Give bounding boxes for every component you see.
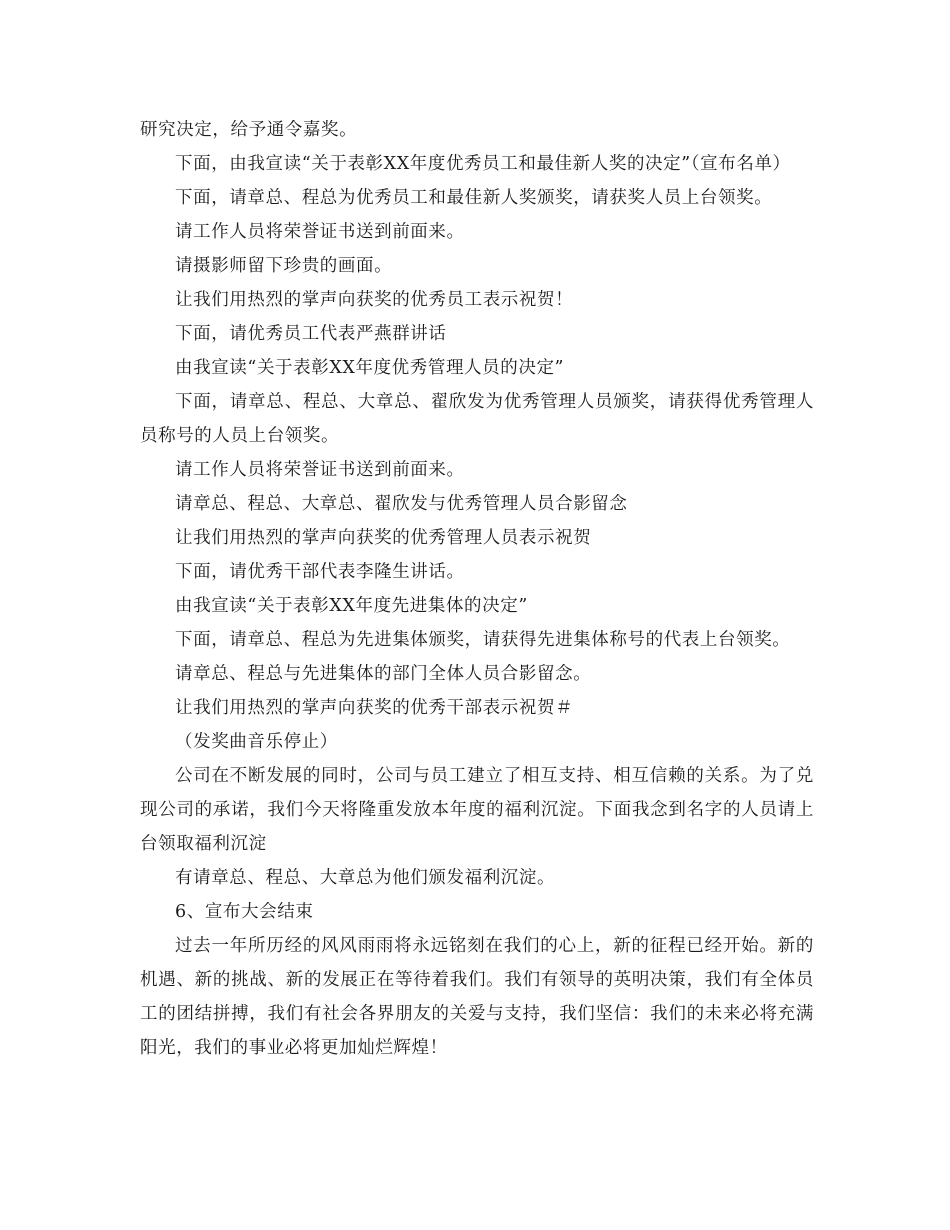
- paragraph-12: 让我们用热烈的掌声向获奖的优秀管理人员表示祝贺: [175, 528, 592, 548]
- document-body: [140, 113, 814, 1065]
- paragraph-5: 请摄影师留下珍贵的画面。: [175, 256, 393, 276]
- paragraph-10: 请工作人员将荣誉证书送到前面来。: [175, 460, 465, 480]
- paragraph-21: 6、宣布大会结束: [175, 902, 314, 922]
- paragraph-6: 让我们用热烈的掌声向获奖的优秀员工表示祝贺！: [175, 290, 574, 310]
- paragraph-20: 有请章总、程总、大章总为他们颁发福利沉淀。: [175, 868, 556, 888]
- paragraph-22: 过去一年所历经的风风雨雨将永远铭刻在我们的心上，新的征程已经开始。新的机遇、新的挑战、新的发展正在等待着我们。我们有领导的英明决策，我们有全体员工的团结拼搏，我们有社会各界朋友的关爱与支持，我们坚信：我们的未来必将充满阳光，我们的事业必将更加灿烂辉煌！: [140, 936, 814, 1058]
- paragraph-3: 下面，请章总、程总为优秀员工和最佳新人奖颁奖，请获奖人员上台领奖。: [175, 188, 773, 208]
- paragraph-2: 下面，由我宣读“关于表彰XX年度优秀员工和最佳新人奖的决定”（宣布名单）: [175, 154, 791, 174]
- paragraph-17: 让我们用热烈的掌声向获奖的优秀干部表示祝贺＃: [175, 698, 574, 718]
- paragraph-14: 由我宣读“关于表彰XX年度先进集体的决定”: [175, 596, 528, 616]
- paragraph-7: 下面，请优秀员工代表严燕群讲话: [175, 324, 447, 344]
- paragraph-9: 下面，请章总、程总、大章总、翟欣发为优秀管理人员颁奖，请获得优秀管理人员称号的人员上台领奖。: [140, 392, 814, 446]
- paragraph-18: （发奖曲音乐停止）: [175, 732, 338, 752]
- paragraph-15: 下面，请章总、程总为先进集体颁奖，请获得先进集体称号的代表上台领奖。: [175, 630, 791, 650]
- paragraph-19: 公司在不断发展的同时，公司与员工建立了相互支持、相互信赖的关系。为了兑现公司的承诺，我们今天将隆重发放本年度的福利沉淀。下面我念到名字的人员请上台领取福利沉淀: [140, 766, 814, 854]
- paragraph-11: 请章总、程总、大章总、翟欣发与优秀管理人员合影留念: [175, 494, 628, 514]
- paragraph-16: 请章总、程总与先进集体的部门全体人员合影留念。: [175, 664, 592, 684]
- paragraph-4: 请工作人员将荣誉证书送到前面来。: [175, 222, 465, 242]
- paragraph-13: 下面，请优秀干部代表李隆生讲话。: [175, 562, 465, 582]
- paragraph-8: 由我宣读“关于表彰XX年度优秀管理人员的决定”: [175, 358, 565, 378]
- paragraph-1: 研究决定，给予通令嘉奖。: [140, 120, 358, 140]
